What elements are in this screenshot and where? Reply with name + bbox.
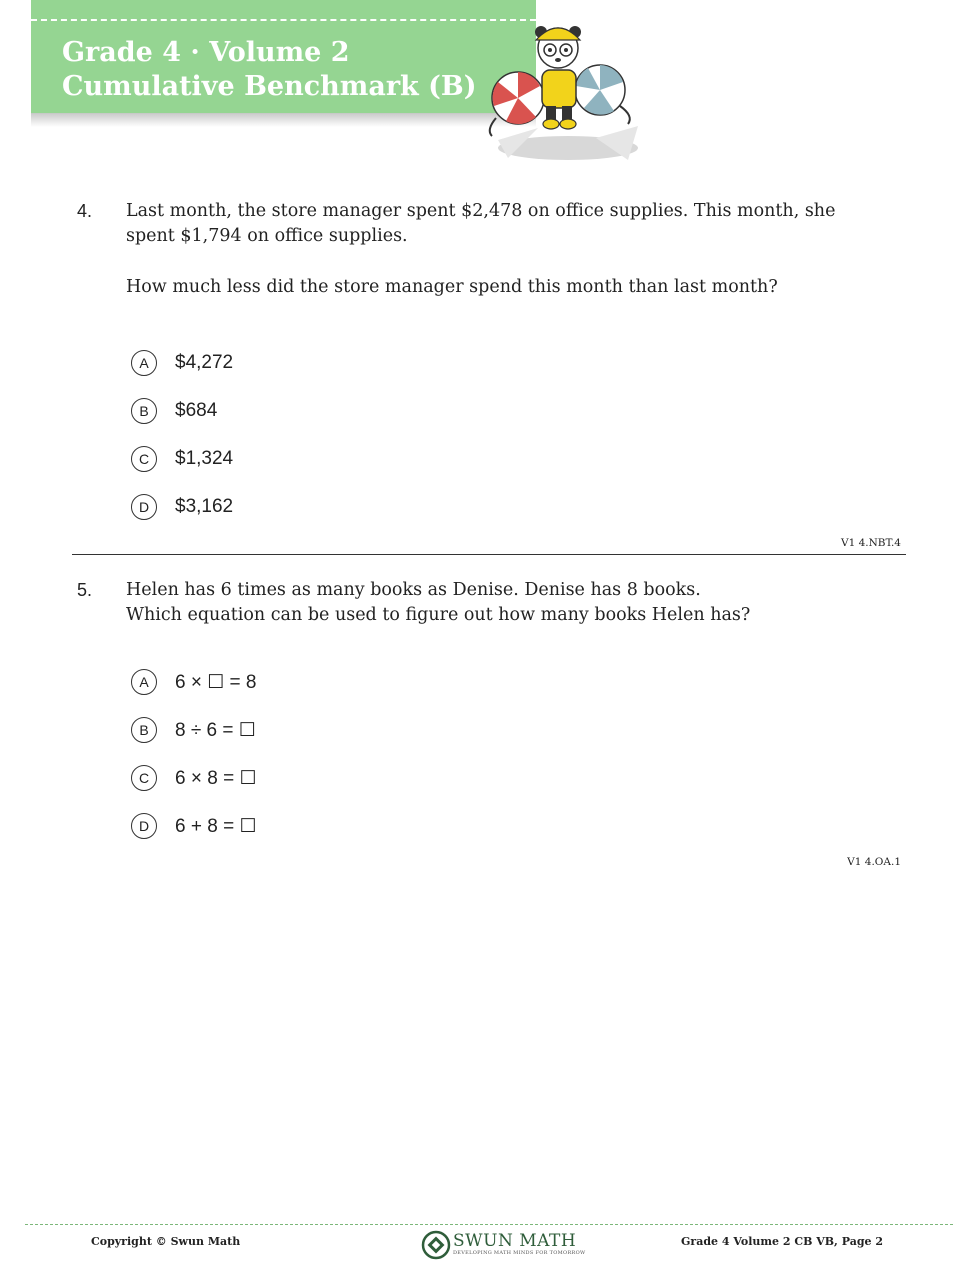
answer-choice-d[interactable]: [131, 492, 233, 522]
choice-bubble[interactable]: D: [131, 494, 157, 520]
question-text-line: Last month, the store manager spent $2,478 on office supplies. This month, she: [126, 201, 836, 221]
answer-choice-c[interactable]: [131, 444, 233, 474]
blue-umbrella-icon: [575, 65, 630, 124]
answer-choice-d[interactable]: [131, 811, 256, 841]
copyright-text: Copyright © Swun Math: [91, 1235, 241, 1248]
choice-text: 6 × ☐ = 8: [175, 671, 257, 693]
answer-choice-a[interactable]: [131, 348, 233, 378]
choice-text: 6 × 8 = ☐: [175, 767, 257, 789]
choice-bubble[interactable]: C: [131, 446, 157, 472]
answer-choice-a[interactable]: [131, 667, 256, 697]
question-text: [126, 199, 886, 249]
question-number: 5.: [77, 580, 93, 600]
question-text: [126, 578, 886, 628]
choice-text: $3,162: [175, 496, 234, 517]
choice-bubble[interactable]: B: [131, 398, 157, 424]
standard-code: V1 4.OA.1: [847, 856, 901, 868]
page-label: Grade 4 Volume 2 CB VB, Page 2: [681, 1235, 883, 1248]
question-text-line: Helen has 6 times as many books as Denise. Denise has 8 books.: [126, 580, 701, 600]
swun-logo-icon: [421, 1230, 451, 1260]
standard-code: V1 4.NBT.4: [840, 537, 901, 549]
choice-bubble[interactable]: A: [131, 669, 157, 695]
answer-choice-c[interactable]: [131, 763, 256, 793]
answer-choice-b[interactable]: [131, 715, 256, 745]
question-number: 4.: [77, 201, 93, 221]
mascot-illustration: [478, 20, 650, 165]
question-text-line: Which equation can be used to figure out how many books Helen has?: [126, 605, 751, 625]
answer-choice-b[interactable]: [131, 396, 217, 426]
footer-dashed-line: [25, 1224, 953, 1225]
logo-name: SWUN MATH: [453, 1231, 577, 1251]
logo-tagline: DEVELOPING MATH MINDS FOR TOMORROW: [453, 1250, 586, 1256]
choice-text: 6 + 8 = ☐: [175, 815, 257, 837]
title-line-2: Cumulative Benchmark (B): [62, 71, 477, 102]
header-banner: [31, 0, 536, 114]
title-line-1: Grade 4 · Volume 2: [62, 37, 350, 68]
question-text-line: spent $1,794 on office supplies.: [126, 226, 408, 246]
choice-bubble[interactable]: A: [131, 350, 157, 376]
banner-dashed-line: [31, 19, 536, 21]
choice-text: $684: [175, 400, 218, 421]
question-prompt: How much less did the store manager spend this month than last month?: [126, 277, 778, 297]
choice-bubble[interactable]: B: [131, 717, 157, 743]
choice-bubble[interactable]: D: [131, 813, 157, 839]
question-divider: [72, 554, 906, 555]
choice-text: 8 ÷ 6 = ☐: [175, 719, 256, 741]
choice-text: $4,272: [175, 352, 234, 373]
choice-text: $1,324: [175, 448, 234, 469]
swun-math-logo: [421, 1230, 585, 1260]
choice-bubble[interactable]: C: [131, 765, 157, 791]
red-umbrella-icon: [490, 72, 544, 136]
bear-icon: [535, 26, 581, 129]
